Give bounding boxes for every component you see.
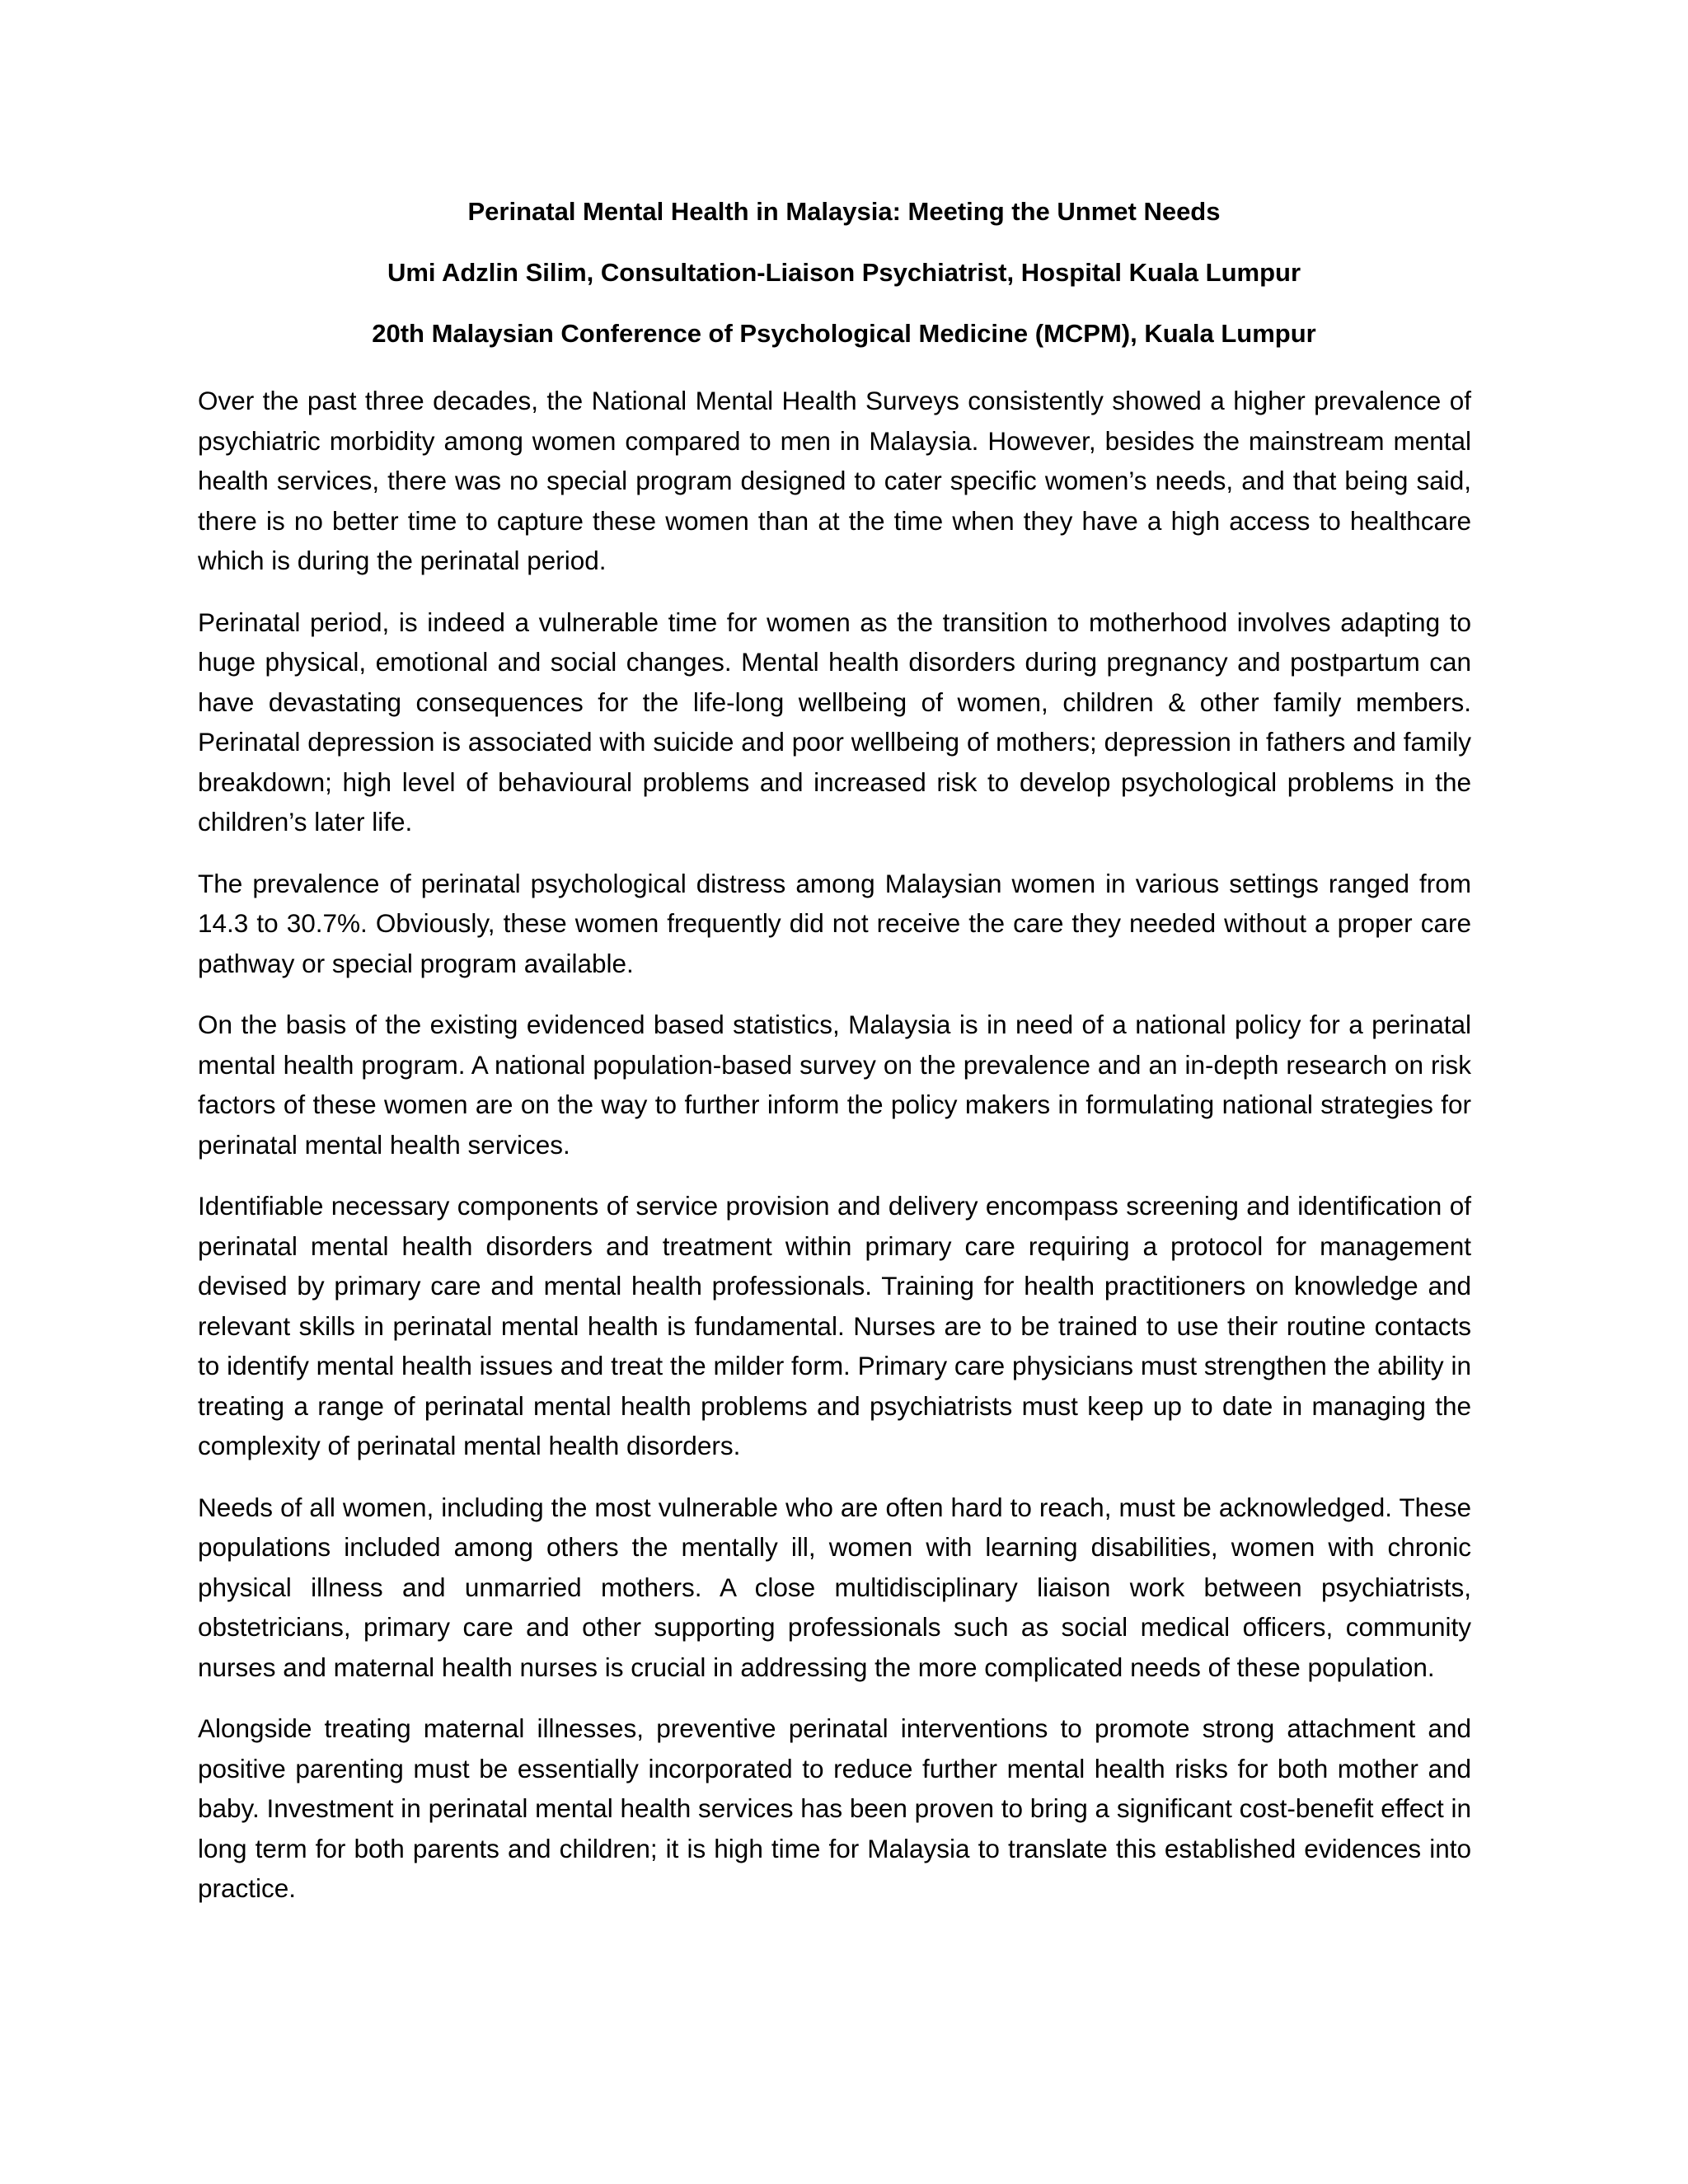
paragraph-5: Identifiable necessary components of service provision and delivery encompass screening and identification of perinatal mental health disorders and treatment within primary care requiring a protocol for management devised by primary care and mental health professionals. Training for health practitioners on knowledge and relevant skills in perinatal mental health is fundamental. Nurses are to be trained to use their routine contacts to identify mental health issues and treat the milder form. Primary care physicians must strengthen the ability in treating a range of perinatal mental health problems and psychiatrists must keep up to date in managing the complexity of perinatal mental health disorders. xyxy=(198,1191,1471,1460)
paragraph-3: The prevalence of perinatal psychological distress among Malaysian women in various settings ranged from 14.3 to 30.7%. Obviously, these women frequently did not receive the care they needed without a proper care pathway or special program available. xyxy=(198,868,1471,978)
paragraph-6: Needs of all women, including the most vulnerable who are often hard to reach, must be acknowledged. These populations included among others the mentally ill, women with learning disabilities, women with chronic physical illness and unmarried mothers. A close multidisciplinary liaison work between psychiatrists, obstetricians, primary care and other supporting professionals such as social medical officers, community nurses and maternal health nurses is crucial in addressing the more complicated needs of these population. xyxy=(198,1492,1471,1682)
document-header xyxy=(0,196,1688,379)
paragraph-4: On the basis of the existing evidenced based statistics, Malaysia is in need of a national policy for a perinatal mental health program. A national population-based survey on the prevalence and an in-depth research on risk factors of these women are on the way to further inform the policy makers in formulating national strategies for perinatal mental health services. xyxy=(198,1010,1471,1160)
document-title: Perinatal Mental Health in Malaysia: Meeting the Unmet Needs xyxy=(467,197,1221,226)
paragraph-7: Alongside treating maternal illnesses, preventive perinatal interventions to promote strong attachment and positive parenting must be essentially incorporated to reduce further mental health risks for both mother and baby. Investment in perinatal mental health services has been proven to bring a significant cost-benefit effect in long term for both parents and children; it is high time for Malaysia to translate this established evidences into practice. xyxy=(198,1713,1471,1903)
conference-line: 20th Malaysian Conference of Psychological Medicine (MCPM), Kuala Lumpur xyxy=(372,319,1316,348)
paragraph-2: Perinatal period, is indeed a vulnerable time for women as the transition to motherhood involves adapting to huge physical, emotional and social changes. Mental health disorders during pregnancy and postpartum can have devastating consequences for the life-long wellbeing of women, children & other family members. Perinatal depression is associated with suicide and poor wellbeing of mothers; depression in fathers and family breakdown; high level of behavioural problems and increased risk to develop psychological problems in the children’s later life. xyxy=(198,607,1471,837)
document-body xyxy=(198,381,1471,1930)
author-line: Umi Adzlin Silim, Consultation-Liaison Psychiatrist, Hospital Kuala Lumpur xyxy=(387,258,1301,287)
paragraph-1: Over the past three decades, the National Mental Health Surveys consistently showed a higher prevalence of psychiatric morbidity among women compared to men in Malaysia. However, besides the mainstream mental health services, there was no special program designed to cater specific women’s needs, and that being said, there is no better time to capture these women than at the time when they have a high access to healthcare which is during the perinatal period. xyxy=(198,386,1471,575)
